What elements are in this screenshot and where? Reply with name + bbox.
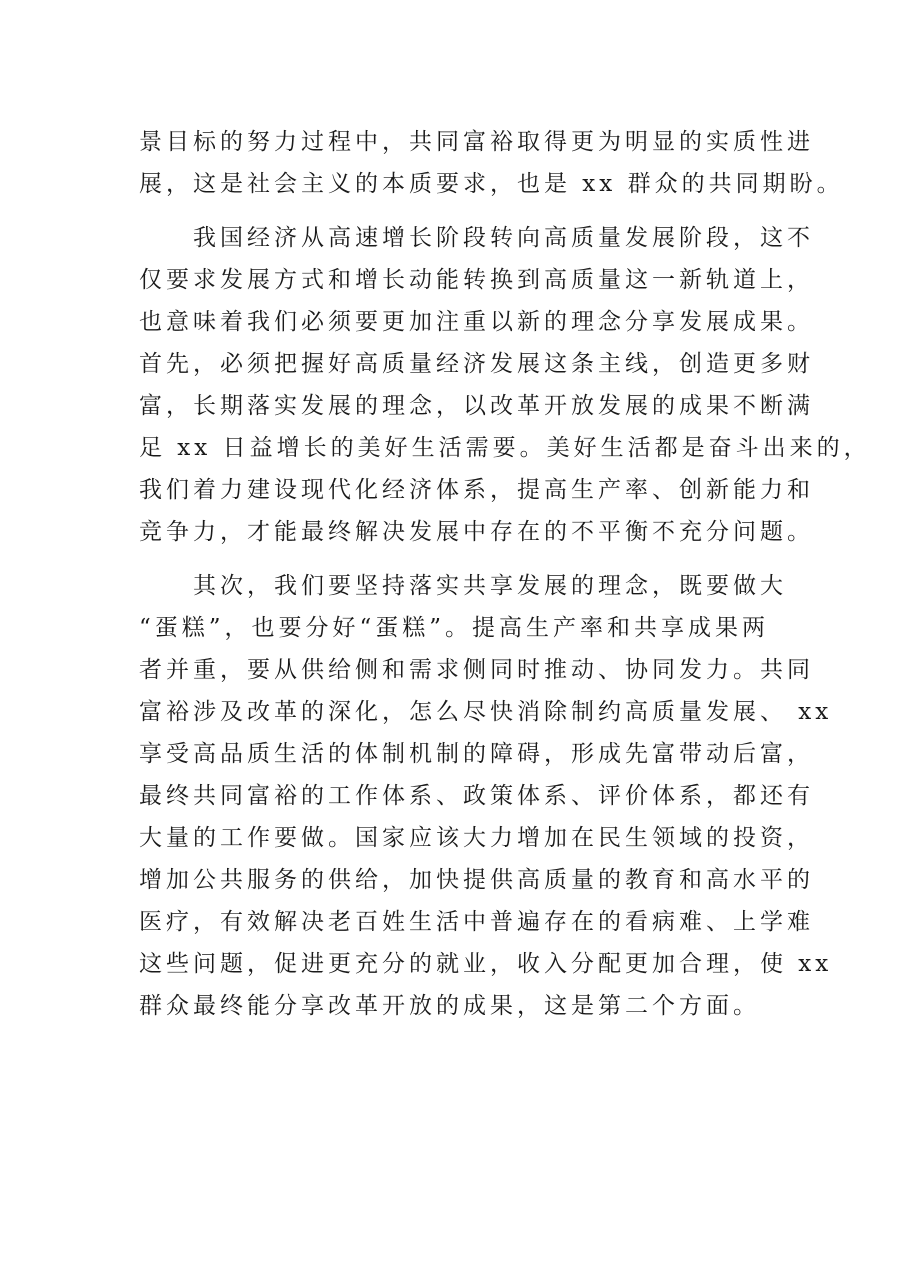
text-line: 也意味着我们必须要更加注重以新的理念分享发展成果。 [139, 309, 814, 335]
text-line: 我们着力建设现代化经济体系，提高生产率、创新能力和 [139, 477, 814, 503]
text-line: 享受高品质生活的体制机制的障碍，形成先富带动后富， [139, 741, 814, 767]
text-line: 首先，必须把握好高质量经济发展这条主线，创造更多财 [139, 351, 814, 377]
text-line: 我国经济从高速增长阶段转向高质量发展阶段，这不 [139, 225, 814, 251]
document-body [139, 121, 871, 1027]
text-line: 展，这是社会主义的本质要求，也是 xx 群众的共同期盼。 [139, 171, 844, 197]
text-line: 仅要求发展方式和增长动能转换到高质量这一新轨道上， [139, 267, 814, 293]
paragraph-1 [139, 121, 844, 205]
text-line: 富裕涉及改革的深化，怎么尽快消除制约高质量发展、 xx [139, 699, 833, 725]
text-line: 其次，我们要坚持落实共享发展的理念，既要做大 [139, 573, 787, 599]
text-line: 最终共同富裕的工作体系、政策体系、评价体系，都还有 [139, 783, 814, 809]
text-line: 景目标的努力过程中，共同富裕取得更为明显的实质性进 [139, 129, 814, 155]
text-line: 者并重，要从供给侧和需求侧同时推动、协同发力。共同 [139, 657, 814, 683]
text-line: 竞争力，才能最终解决发展中存在的不平衡不充分问题。 [139, 519, 814, 545]
text-line: 医疗，有效解决老百姓生活中普遍存在的看病难、上学难 [139, 909, 814, 935]
text-line: 足 xx 日益增长的美好生活需要。美好生活都是奋斗出来的， [139, 435, 871, 461]
text-line: 群众最终能分享改革开放的成果，这是第二个方面。 [139, 993, 760, 1019]
text-line: 增加公共服务的供给，加快提供高质量的教育和高水平的 [139, 867, 814, 893]
text-line: “蛋糕”，也要分好“蛋糕”。提高生产率和共享成果两 [139, 615, 770, 641]
paragraph-2 [139, 217, 871, 553]
text-line: 富，长期落实发展的理念，以改革开放发展的成果不断满 [139, 393, 814, 419]
text-line: 大量的工作要做。国家应该大力增加在民生领域的投资， [139, 825, 814, 851]
text-line: 这些问题，促进更充分的就业，收入分配更加合理，使 xx [139, 951, 833, 977]
paragraph-3 [139, 565, 833, 1027]
